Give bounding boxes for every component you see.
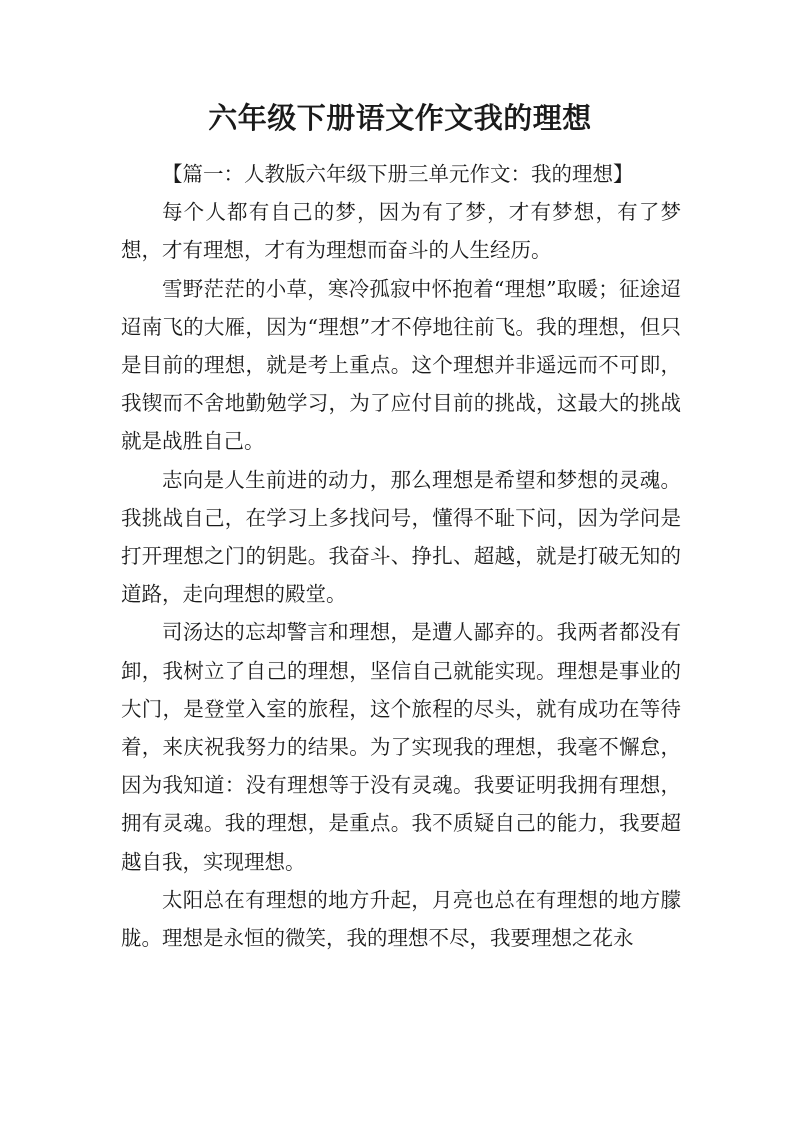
section-subtitle: 【篇一：人教版六年级下册三单元作文：我的理想】 — [162, 162, 634, 186]
paragraph-4: 司汤达的忘却警言和理想，是遭人鄙弃的。我两者都没有卸，我树立了自己的理想，坚信自己就能实现。理想是事业的大门，是登堂入室的旅程，这个旅程的尽头，就有成功在等待着，来庆祝我努力的结果。为了实现我的理想，我毫不懈怠，因为我知道：没有理想等于没有灵魂。我要证明我拥有理想，拥有灵魂。我的理想，是重点。我不质疑自己的能力，我要超越自我，实现理想。 — [121, 620, 681, 874]
paragraph-2: 雪野茫茫的小草，寒冷孤寂中怀抱着“理想”取暖；征途迢迢南飞的大雁，因为“理想”才不停地往前飞。我的理想，但只是目前的理想，就是考上重点。这个理想并非遥远而不可即，我锲而不舍地勤勉学习，为了应付目前的挑战，这最大的挑战就是战胜自己。 — [121, 276, 681, 454]
paragraph-1: 每个人都有自己的梦，因为有了梦，才有梦想，有了梦想，才有理想，才有为理想而奋斗的人生经历。 — [121, 200, 681, 263]
document-title: 六年级下册语文作文我的理想 — [208, 101, 592, 135]
paragraph-5: 太阳总在有理想的地方升起，月亮也总在有理想的地方朦胧。理想是永恒的微笑，我的理想不尽，我要理想之花永 — [121, 887, 681, 951]
paragraph-3: 志向是人生前进的动力，那么理想是希望和梦想的灵魂。我挑战自己，在学习上多找问号，懂得不耻下问，因为学问是打开理想之门的钥匙。我奋斗、挣扎、超越，就是打破无知的道路，走向理想的殿堂。 — [121, 467, 681, 607]
document-body — [121, 155, 681, 957]
